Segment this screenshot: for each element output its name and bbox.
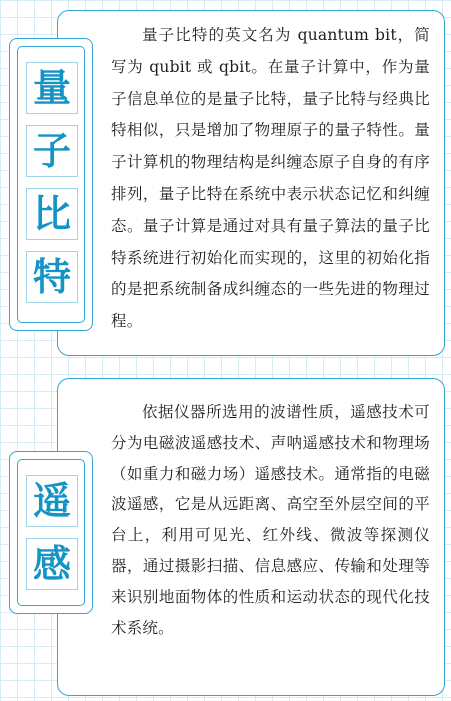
- title-char-bi: 比: [26, 188, 78, 240]
- title-char-te: 特: [26, 251, 78, 303]
- title-char-liang: 量: [26, 62, 78, 114]
- title-char-gan: 感: [26, 538, 78, 590]
- title-char-zi: 子: [26, 125, 78, 177]
- remote-sensing-title-frame: [17, 459, 85, 606]
- quantum-bit-paragraph: 量子比特的英文名为 quantum bit，简写为 qubit 或 qbit。在量子计算中，作为量子信息单位的是量子比特，量子比特与经典比特相似，只是增加了物理原子的量子特性。量子计算机的物理结构是纠缠态原子自身的有序排列，量子比特在系统中表示状态记忆和纠缠态。量子计算是通过对具有量子算法的量子比特系统进行初始化而实现的，这里的初始化指的是把系统制备成纠缠态的一些先进的物理过程。: [111, 26, 430, 331]
- quantum-bit-card: [57, 10, 445, 356]
- remote-sensing-paragraph: 依据仪器所选用的波谱性质，遥感技术可分为电磁波遥感技术、声呐遥感技术和物理场（如重力和磁力场）遥感技术。通常指的电磁波遥感，它是从远距离、高空至外层空间的平台上，利用可见光、红外线、微波等探测仪器，通过摄影扫描、信息感应、传输和处理等来识别地面物体的性质和运动状态的现代化技术系统。: [111, 403, 430, 637]
- remote-sensing-card: [57, 378, 445, 696]
- remote-sensing-title-tab: [9, 451, 93, 614]
- quantum-bit-title-tab: [9, 38, 93, 331]
- title-char-yao: 遥: [26, 475, 78, 527]
- quantum-bit-title-frame: [17, 46, 85, 323]
